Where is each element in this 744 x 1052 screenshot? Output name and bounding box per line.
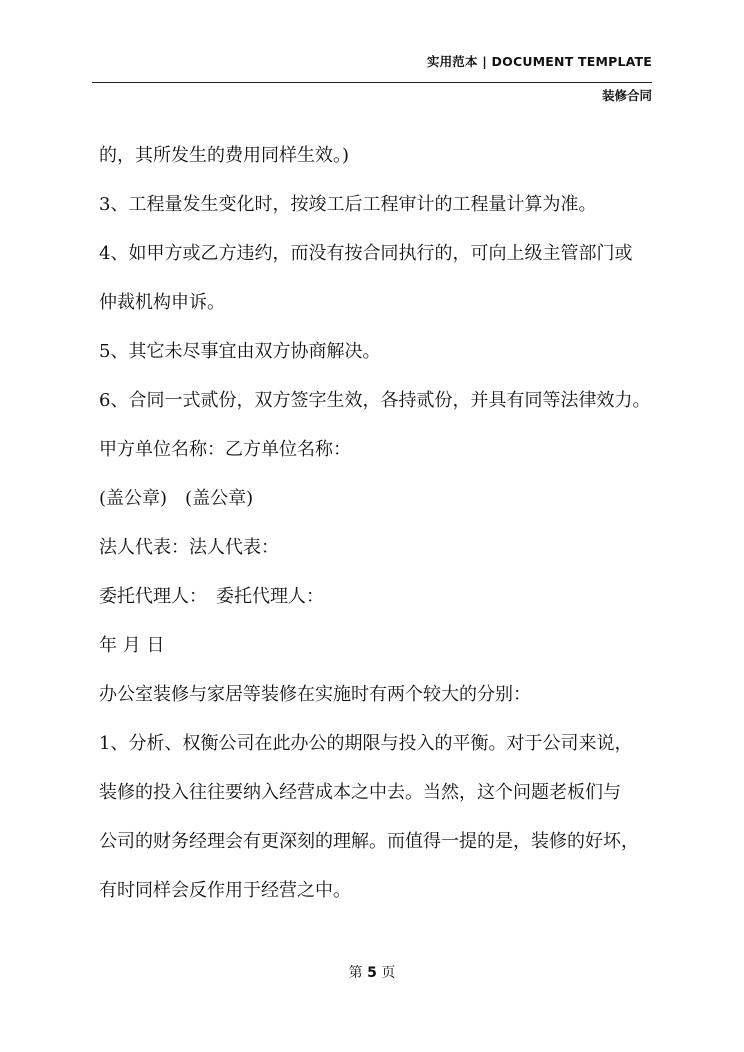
header-divider [92,82,652,83]
page-number-footer [0,962,744,982]
body-line: 1、分析、权衡公司在此办公的期限与投入的平衡。对于公司来说， [99,733,633,754]
seal-line: (盖公章) (盖公章) [99,488,254,509]
date-line: 年 月 日 [99,635,165,656]
body-line: 仲裁机构申诉。 [99,292,225,313]
body-line: 装修的投入往往要纳入经营成本之中去。当然，这个问题老板们与 [99,782,621,803]
body-line: 的，其所发生的费用同样生效。) [99,145,350,166]
body-line: 有时同样会反作用于经营之中。 [99,880,351,901]
page-number: 5 [367,965,377,981]
document-body [99,138,665,922]
document-template-header: 实用范本 | DOCUMENT TEMPLATE [426,54,652,69]
body-line: 4、如甲方或乙方违约，而没有按合同执行的，可向上级主管部门或 [99,243,633,264]
body-line: 3、工程量发生变化时，按竣工后工程审计的工程量计算为准。 [99,194,597,215]
body-line: 5、其它未尽事宜由双方协商解决。 [99,341,381,362]
body-line: 办公室装修与家居等装修在实施时有两个较大的分别： [99,684,531,705]
page-suffix: 页 [381,965,396,981]
party-a-b-name-line: 甲方单位名称：乙方单位名称： [99,439,351,460]
body-line: 6、合同一式贰份，双方签字生效，各持贰份，并具有同等法律效力。 [99,390,651,411]
body-line: 公司的财务经理会有更深刻的理解。而值得一提的是，装修的好坏， [99,831,639,852]
authorized-agent-line: 委托代理人： 委托代理人： [99,586,324,607]
page-prefix: 第 [348,965,363,981]
document-category-label: 装修合同 [601,88,652,103]
legal-representative-line: 法人代表：法人代表： [99,537,279,558]
